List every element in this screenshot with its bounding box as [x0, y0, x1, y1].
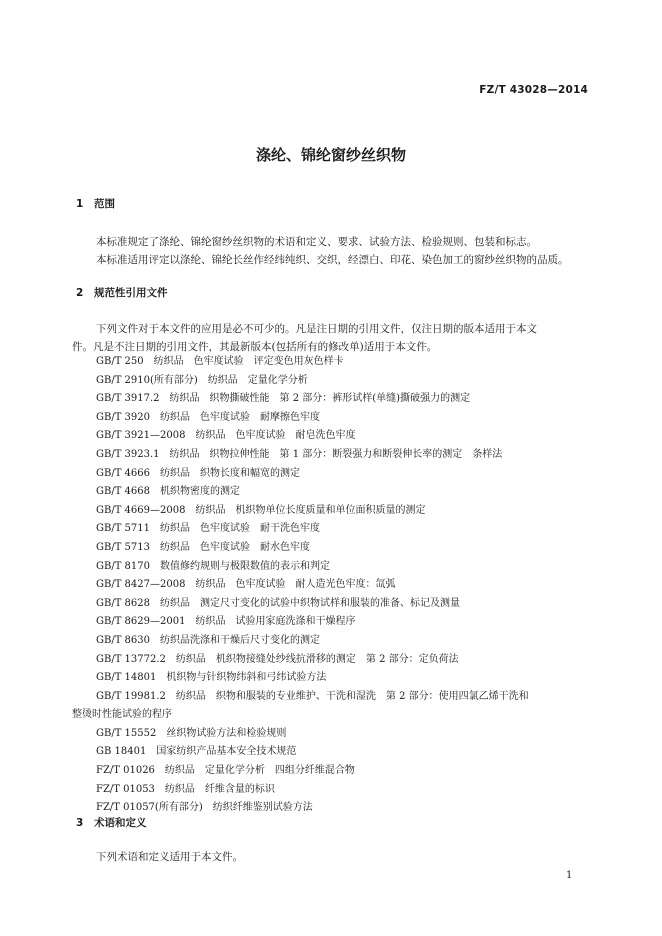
reference-item — [96, 409, 596, 428]
reference-title: 纺织纤维鉴别试验方法 — [212, 802, 313, 814]
reference-code: GB/T 4668 — [96, 486, 151, 498]
reference-code: FZ/T 01053 — [96, 783, 155, 795]
reference-item — [96, 651, 596, 670]
reference-item — [96, 465, 596, 484]
reference-title: 纺织品 色牢度试验 耐干洗色牢度 — [160, 523, 321, 535]
reference-item — [96, 390, 596, 409]
reference-code: GB/T 8427—2008 — [96, 579, 186, 591]
reference-title: 纺织品 机织物单位长度质量和单位面积质量的测定 — [195, 504, 426, 516]
reference-title: 纺织品洗涤和干燥后尺寸变化的测定 — [160, 634, 321, 646]
reference-title: 纺织品 色牢度试验 耐皂洗色牢度 — [195, 430, 356, 442]
reference-code: GB/T 14801 — [96, 672, 157, 684]
reference-title: 纺织品 试验用家庭洗涤和干燥程序 — [195, 616, 356, 628]
reference-item — [96, 483, 596, 502]
reference-item — [96, 446, 596, 465]
reference-item — [96, 688, 596, 707]
reference-item — [96, 372, 596, 391]
reference-title: 纺织品 织物和服装的专业维护、干洗和湿洗 第 2 部分：使用四氯乙烯干洗和 — [175, 690, 529, 702]
reference-item — [96, 613, 596, 632]
section-number: 3 — [76, 817, 84, 829]
reference-code: GB 18401 — [96, 746, 147, 758]
reference-code: GB/T 13772.2 — [96, 653, 166, 665]
reference-item — [96, 762, 596, 781]
reference-code: GB/T 4669—2008 — [96, 504, 186, 516]
section-2-intro-line-1: 下列文件对于本文件的应用是必不可少的。凡是注日期的引用文件，仅注日期的版本适用于本文 — [96, 323, 537, 335]
reference-code: GB/T 3917.2 — [96, 393, 160, 405]
document-code: FZ/T 43028—2014 — [479, 84, 588, 96]
section-title: 术语和定义 — [94, 817, 147, 829]
reference-item — [96, 632, 596, 651]
section-2-intro-line-2: 件。凡是不注日期的引用文件，其最新版本(包括所有的修改单)适用于本文件。 — [72, 341, 438, 353]
reference-item — [96, 539, 596, 558]
reference-title: 纺织品 测定尺寸变化的试验中织物试样和服装的准备、标记及测量 — [160, 597, 461, 609]
reference-title: 纺织品 纤维含量的标识 — [164, 783, 275, 795]
reference-code: GB/T 19981.2 — [96, 690, 166, 702]
section-1-heading — [76, 196, 115, 211]
reference-item — [96, 558, 596, 577]
reference-title: 数值修约规则与极限数值的表示和判定 — [160, 560, 331, 572]
section-number: 1 — [76, 198, 84, 210]
reference-title: 纺织品 机织物接缝处纱线抗滑移的测定 第 2 部分：定负荷法 — [175, 653, 459, 665]
section-3-paragraph-1: 下列术语和定义适用于本文件。 — [96, 851, 243, 863]
reference-item — [96, 595, 596, 614]
reference-code: GB/T 8170 — [96, 560, 151, 572]
reference-code: FZ/T 01057(所有部分) — [96, 802, 203, 814]
section-2-heading — [76, 285, 168, 300]
reference-code: GB/T 8628 — [96, 597, 151, 609]
reference-item — [96, 799, 596, 818]
reference-code: GB/T 250 — [96, 356, 144, 367]
section-title: 范围 — [94, 198, 115, 210]
reference-code: GB/T 5713 — [96, 541, 151, 553]
reference-item-continuation — [72, 706, 596, 725]
section-1-paragraph-2: 本标准适用评定以涤纶、锦纶长丝作经纬纯织、交织，经漂白、印花、染色加工的窗纱丝织物的品质。 — [96, 254, 569, 266]
reference-title: 纺织品 色牢度试验 耐摩擦色牢度 — [160, 411, 321, 423]
reference-item — [96, 576, 596, 595]
reference-item — [96, 502, 596, 521]
reference-code: GB/T 5711 — [96, 523, 151, 535]
reference-code: GB/T 4666 — [96, 467, 151, 479]
reference-code: GB/T 2910(所有部分) — [96, 374, 198, 386]
reference-title: 纺织品 定量化学分析 — [207, 374, 308, 386]
reference-title: 纺织品 织物撕破性能 第 2 部分：裤形试样(单缝)撕破强力的测定 — [169, 393, 471, 405]
normative-references-list — [72, 353, 596, 818]
reference-title: 纺织品 织物长度和幅宽的测定 — [160, 467, 301, 479]
reference-title: 国家纺织产品基本安全技术规范 — [156, 746, 297, 758]
reference-item — [96, 669, 596, 688]
page-number: 1 — [566, 870, 573, 881]
reference-code: GB/T 3923.1 — [96, 448, 160, 460]
reference-title: 整烫时性能试验的程序 — [72, 709, 172, 721]
reference-item — [96, 743, 596, 762]
reference-title: 纺织品 色牢度试验 评定变色用灰色样卡 — [153, 356, 344, 367]
reference-title: 机织物密度的测定 — [160, 486, 241, 498]
reference-item — [96, 725, 596, 744]
reference-code: GB/T 8629—2001 — [96, 616, 186, 628]
reference-title: 机织物与针织物纬斜和弓纬试验方法 — [166, 672, 327, 684]
section-title: 规范性引用文件 — [94, 287, 168, 299]
reference-title: 丝织物试验方法和检验规则 — [166, 727, 287, 739]
reference-title: 纺织品 色牢度试验 耐人造光色牢度：氙弧 — [195, 579, 396, 591]
reference-code: GB/T 3921—2008 — [96, 430, 186, 442]
reference-code: FZ/T 01026 — [96, 765, 155, 777]
reference-item — [96, 353, 596, 372]
page-title: 涤纶、锦纶窗纱丝织物 — [255, 146, 406, 164]
reference-code: GB/T 3920 — [96, 411, 151, 423]
reference-item — [96, 520, 596, 539]
section-1-paragraph-1: 本标准规定了涤纶、锦纶窗纱丝织物的术语和定义、要求、试验方法、检验规则、包装和标志。 — [96, 236, 537, 248]
reference-code: GB/T 8630 — [96, 634, 151, 646]
section-3-heading — [76, 815, 147, 830]
section-number: 2 — [76, 287, 84, 299]
reference-title: 纺织品 织物拉伸性能 第 1 部分：断裂强力和断裂伸长率的测定 条样法 — [169, 448, 503, 460]
reference-title: 纺织品 定量化学分析 四组分纤维混合物 — [164, 765, 355, 777]
reference-item — [96, 427, 596, 446]
reference-code: GB/T 15552 — [96, 727, 157, 739]
reference-title: 纺织品 色牢度试验 耐水色牢度 — [160, 541, 311, 553]
reference-item — [96, 781, 596, 800]
